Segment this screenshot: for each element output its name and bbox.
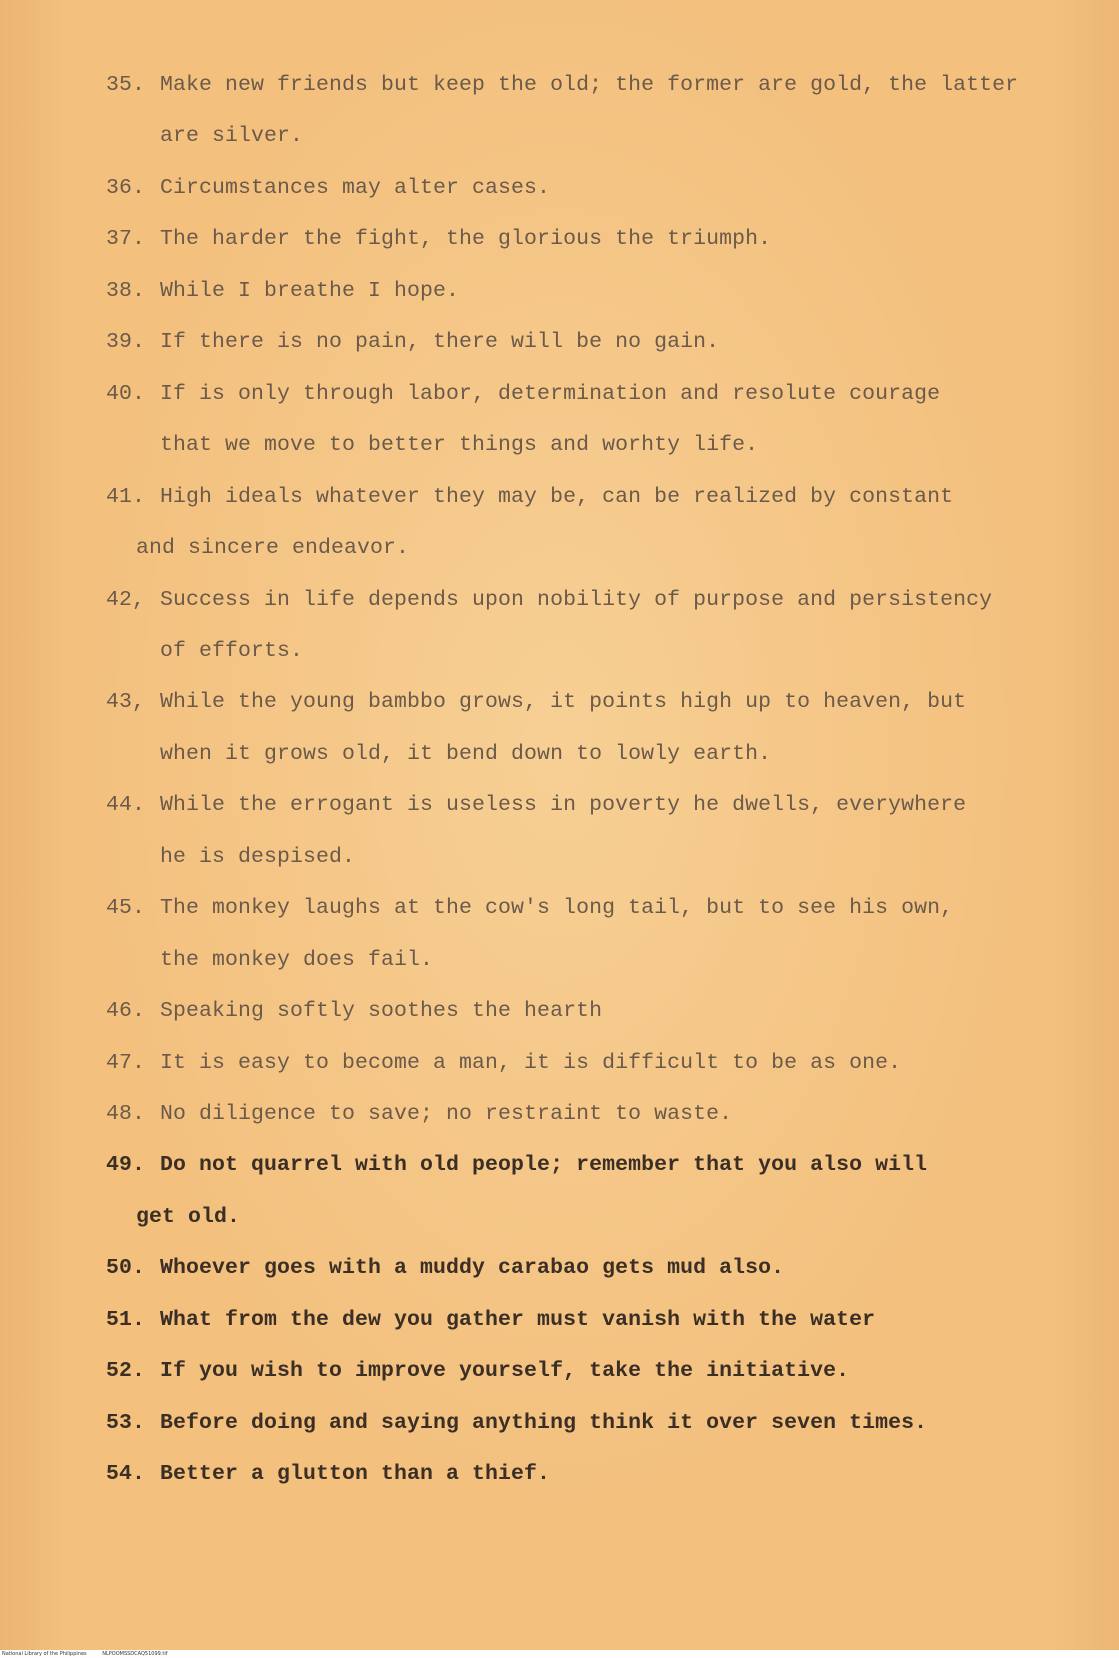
proverb-text: While the errogant is useless in poverty he dwells, everywhere — [160, 793, 967, 818]
proverb-text: get old. — [136, 1204, 241, 1229]
proverb-entry — [0, 675, 1119, 729]
proverb-text: Better a glutton than a thief. — [160, 1462, 551, 1487]
proverb-number: 50. — [106, 1256, 146, 1281]
proverb-number: 38. — [106, 278, 146, 303]
proverb-text: and sincere endeavor. — [136, 536, 410, 561]
proverb-continuation-line — [0, 727, 1119, 781]
proverb-number: 48. — [106, 1102, 146, 1126]
proverb-text: Success in life depends upon nobility of purpose and persistency — [160, 587, 993, 612]
proverb-continuation-line — [0, 933, 1119, 987]
proverb-text: when it grows old, it bend down to lowly earth. — [160, 741, 772, 766]
proverb-text: While I breathe I hope. — [160, 278, 460, 303]
proverb-entry — [0, 58, 1119, 112]
proverb-text: Before doing and saying anything think it over seven times. — [160, 1410, 928, 1435]
proverb-continuation-line — [0, 830, 1119, 884]
proverb-continuation-line — [0, 624, 1119, 678]
proverb-text: If you wish to improve yourself, take the initiative. — [160, 1359, 850, 1384]
proverb-number: 52. — [106, 1359, 146, 1384]
proverb-entry — [0, 573, 1119, 627]
proverb-text: Circumstances may alter cases. — [160, 175, 551, 200]
proverb-text: It is easy to become a man, it is difficult to be as one. — [160, 1050, 902, 1075]
proverb-number: 39. — [106, 330, 146, 355]
proverb-text: If is only through labor, determination and resolute courage — [160, 381, 941, 406]
proverb-text: The monkey laughs at the cow's long tail, but to see his own, — [160, 896, 954, 921]
proverb-number: 45. — [106, 896, 146, 921]
proverb-entry — [0, 1396, 1119, 1450]
proverb-entry — [0, 881, 1119, 935]
proverb-number: 54. — [106, 1462, 146, 1487]
proverb-number: 51. — [106, 1307, 146, 1332]
proverb-number: 41. — [106, 484, 146, 509]
proverb-text: Do not quarrel with old people; remember that you also will — [160, 1153, 928, 1178]
proverb-text: the monkey does fail. — [160, 947, 434, 972]
proverb-number: 44. — [106, 793, 146, 818]
proverb-entry — [0, 367, 1119, 421]
footer-file-id: NLPOOMSSDCAQ51099.tif — [102, 1651, 168, 1657]
proverb-text: of efforts. — [160, 638, 304, 663]
proverb-text: While the young bambbo grows, it points high up to heaven, but — [160, 690, 967, 715]
proverb-number: 53. — [106, 1410, 146, 1435]
proverb-number: 43, — [106, 690, 146, 715]
proverb-text: he is despised. — [160, 844, 356, 869]
proverb-text: What from the dew you gather must vanish with the water — [160, 1307, 876, 1332]
proverb-entry — [0, 1036, 1119, 1090]
proverb-number: 36. — [106, 175, 146, 200]
proverb-text: The harder the fight, the glorious the triumph. — [160, 227, 772, 252]
proverb-entry — [0, 1138, 1119, 1192]
proverb-entry — [0, 1447, 1119, 1501]
proverb-continuation-line — [0, 1190, 1119, 1244]
proverb-entry — [0, 161, 1119, 215]
proverb-entry — [0, 778, 1119, 832]
proverb-number: 47. — [106, 1050, 146, 1075]
proverb-number: 40. — [106, 381, 146, 406]
proverb-text: High ideals whatever they may be, can be realized by constant — [160, 484, 954, 509]
proverb-entry — [0, 1241, 1119, 1295]
proverb-entry — [0, 212, 1119, 266]
proverb-number: 35. — [106, 73, 146, 97]
proverb-text: Whoever goes with a muddy carabao gets mud also. — [160, 1256, 785, 1281]
proverb-text: No diligence to save; no restraint to waste. — [160, 1102, 733, 1126]
proverb-number: 49. — [106, 1153, 146, 1178]
proverb-text: Speaking softly soothes the hearth — [160, 999, 603, 1024]
footer-library: National Library of the Philippines — [2, 1651, 87, 1657]
proverb-number: 37. — [106, 227, 146, 252]
proverb-continuation-line — [0, 521, 1119, 575]
proverb-entry — [0, 315, 1119, 369]
proverb-entry — [0, 470, 1119, 524]
proverb-number: 46. — [106, 999, 146, 1024]
proverb-entry — [0, 264, 1119, 318]
proverb-entry — [0, 1293, 1119, 1347]
proverb-number: 42, — [106, 587, 146, 612]
proverb-entry — [0, 984, 1119, 1038]
proverb-text: Make new friends but keep the old; the former are gold, the latter — [160, 73, 1019, 97]
proverb-entry — [0, 1087, 1119, 1141]
proverb-text: are silver. — [160, 124, 304, 149]
proverb-text: If there is no pain, there will be no gain. — [160, 330, 720, 355]
proverb-continuation-line — [0, 109, 1119, 163]
proverb-entry — [0, 1344, 1119, 1398]
proverb-text: that we move to better things and worhty life. — [160, 433, 759, 458]
scan-footer — [0, 1650, 1119, 1658]
proverb-continuation-line — [0, 418, 1119, 472]
